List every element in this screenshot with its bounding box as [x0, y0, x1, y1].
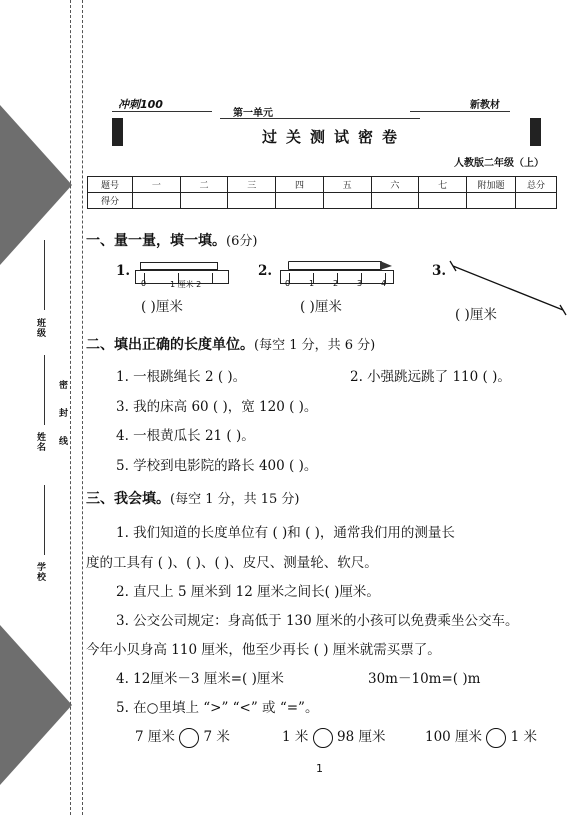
score-cell[interactable] [419, 193, 467, 209]
compare-circle[interactable] [313, 728, 333, 748]
s2-q4[interactable]: 4. 一根黄瓜长 21 ( )。 [116, 428, 255, 444]
section3-heading [86, 488, 300, 508]
score-table-header-row [88, 177, 557, 193]
cell: 附加题 [467, 177, 516, 193]
section1-note: (6分) [226, 234, 258, 249]
s1-item2-answer[interactable]: ( )厘米 [300, 299, 342, 315]
s1-item3-answer[interactable]: ( )厘米 [455, 307, 497, 323]
edition-label: 人教版二年级（上） [454, 158, 544, 169]
new-edition-label: 新教材 [470, 100, 500, 111]
s1-item2-pencil-tip [380, 261, 392, 270]
school-label: 学校 [35, 562, 45, 582]
page-title: 过关测试密卷 [262, 128, 407, 146]
compare-right: 98 厘米 [336, 729, 386, 745]
class-fill-line [44, 240, 45, 310]
header-bar-right [530, 118, 541, 146]
s2-q2[interactable]: 2. 小强跳远跳了 110 ( )。 [350, 369, 511, 385]
score-cell[interactable] [323, 193, 371, 209]
s2-q1[interactable]: 1. 一根跳绳长 2 ( )。 [116, 369, 247, 385]
compare-item-1 [135, 725, 230, 748]
s1-item1-ruler-zero: 0 [141, 279, 147, 288]
score-cell[interactable] [276, 193, 324, 209]
s1-item1-bar [140, 262, 218, 270]
compare-right: 1 米 [510, 729, 538, 745]
compare-item-2 [282, 725, 385, 748]
score-table [87, 176, 557, 209]
score-cell[interactable] [180, 193, 228, 209]
page-number: 1 [316, 762, 323, 775]
s1-item2-num: 2. [258, 263, 273, 279]
header-rule-right [410, 111, 510, 112]
section1-heading [86, 230, 257, 250]
section3-title: 三、我会填。 [86, 491, 170, 507]
binding-triangle-top [0, 105, 72, 265]
segment-end-a [450, 261, 456, 271]
cell: 三 [228, 177, 276, 193]
section1-title: 一、量一量，填一填。 [86, 233, 226, 249]
score-cell[interactable] [371, 193, 419, 209]
s3-q2[interactable]: 2. 直尺上 5 厘米到 12 厘米之间长( )厘米。 [116, 584, 380, 600]
name-label: 姓名 [35, 432, 45, 452]
s3-q1-line2[interactable]: 度的工具有 ( )、( )、( )、皮尺、测量轮、软尺。 [86, 555, 378, 571]
score-table-score-row [88, 193, 557, 209]
score-cell[interactable] [516, 193, 557, 209]
header-bar-left [112, 118, 123, 146]
s2-q3[interactable]: 3. 我的床高 60 ( )，宽 120 ( )。 [116, 399, 318, 415]
cut-line-inner [82, 0, 83, 815]
cell: 六 [371, 177, 419, 193]
section2-heading [86, 334, 375, 354]
s1-item1-num: 1. [116, 263, 131, 279]
s1-item1-answer[interactable]: ( )厘米 [141, 299, 183, 315]
ruler-label: 0 [285, 279, 291, 288]
segment-end-b [560, 305, 566, 315]
s3-q3-line1: 3. 公交公司规定：身高低于 130 厘米的小孩可以免费乘坐公交车。 [116, 613, 519, 629]
compare-circle[interactable] [179, 728, 199, 748]
compare-left: 100 厘米 [425, 729, 483, 745]
unit-label: 第一单元 [233, 108, 273, 119]
cell: 四 [276, 177, 324, 193]
s1-item2-pencil [288, 261, 382, 270]
cell: 得分 [88, 193, 133, 209]
section3-note: (每空 1 分，共 15 分) [170, 492, 300, 507]
section2-note: (每空 1 分，共 6 分) [254, 338, 376, 353]
class-label: 班级 [35, 318, 45, 338]
score-cell[interactable] [228, 193, 276, 209]
compare-left: 1 米 [282, 729, 309, 745]
compare-right: 7 米 [203, 729, 230, 745]
name-fill-line [44, 355, 45, 425]
cut-line [70, 0, 71, 815]
cell: 二 [180, 177, 228, 193]
ruler-label: 1 [309, 279, 315, 288]
title-rule [220, 118, 420, 119]
school-fill-line [44, 485, 45, 555]
seal-line-label: 密 封 线 [57, 380, 67, 454]
compare-left: 7 厘米 [135, 729, 175, 745]
s2-q5[interactable]: 5. 学校到电影院的路长 400 ( )。 [116, 458, 318, 474]
s3-q5: 5. 在○里填上 “>” “<” 或 “=”。 [116, 700, 319, 716]
s3-q3-line2[interactable]: 今年小贝身高 110 厘米，他至少再长 ( ) 厘米就需买票了。 [86, 642, 441, 658]
score-cell[interactable] [133, 193, 181, 209]
header-rule-left [112, 111, 212, 112]
section2-title: 二、填出正确的长度单位。 [86, 337, 254, 353]
cell: 题号 [88, 177, 133, 193]
s1-item3-num: 3. [432, 263, 447, 279]
cell: 一 [133, 177, 181, 193]
compare-circle[interactable] [486, 728, 506, 748]
binding-triangle-bottom [0, 625, 72, 785]
s3-q4-b[interactable]: 30m－10m=( )m [368, 671, 481, 687]
cell: 七 [419, 177, 467, 193]
ruler-label: 4 [381, 279, 387, 288]
cell: 总分 [516, 177, 557, 193]
ruler-label: 2 [333, 279, 339, 288]
cell: 五 [323, 177, 371, 193]
score-cell[interactable] [467, 193, 516, 209]
s3-q1-line1[interactable]: 1. 我们知道的长度单位有 ( )和 ( )，通常我们用的测量长 [116, 525, 455, 541]
s3-q4-a[interactable]: 4. 12厘米－3 厘米=( )厘米 [116, 671, 284, 687]
compare-item-3 [425, 725, 537, 748]
ruler-label: 3 [357, 279, 363, 288]
s1-item1-ruler-label: 1 厘米 2 [170, 280, 202, 289]
brand-logo: 冲刺100 [118, 98, 163, 111]
